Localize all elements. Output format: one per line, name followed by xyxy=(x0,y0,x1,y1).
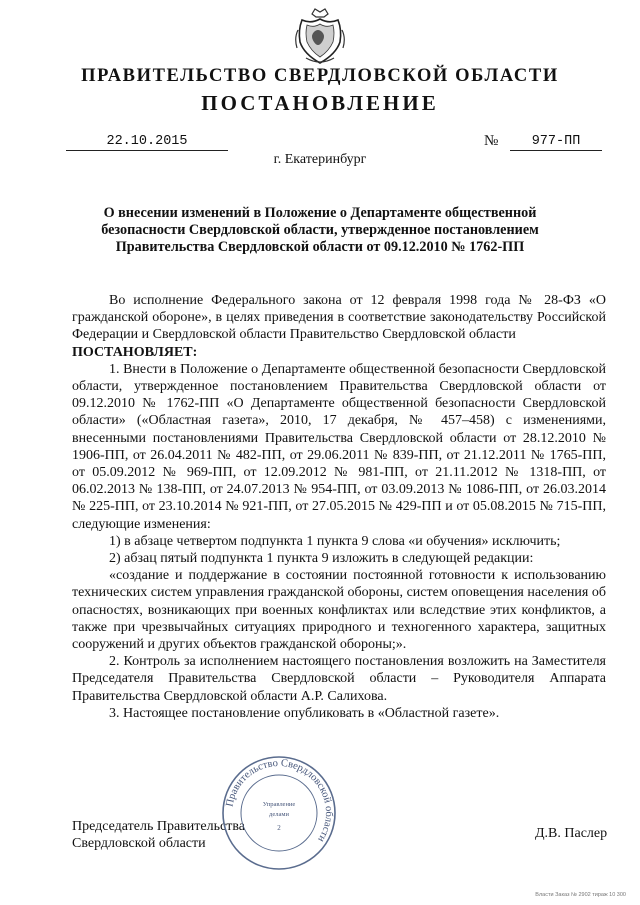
document-number: 977-ПП xyxy=(510,134,602,151)
item-1-1-paragraph: 1) в абзаце четвертом подпункта 1 пункта 9 слова «и обучения» исключить; xyxy=(109,533,561,549)
decree-word: ПОСТАНОВЛЯЕТ: xyxy=(72,344,198,360)
document-type: ПОСТАНОВЛЕНИЕ xyxy=(201,91,439,115)
official-stamp-icon xyxy=(220,754,338,872)
coat-of-arms-icon xyxy=(294,8,346,66)
document-date: 22.10.2015 xyxy=(66,134,228,151)
stamp-ring-text: Правительство Свердловской области xyxy=(224,757,335,844)
intro-paragraph: Во исполнение Федерального закона от 12 февраля 1998 года № 28-ФЗ «О гражданской обороне», в целях приведения в соответствие законодательству Российской Федерации и Свердловской области Правительство Свердловской области xyxy=(72,293,606,343)
print-code: Власти Заказ № 2902 тираж 10 300 xyxy=(535,892,626,898)
signatory-name: Д.В. Паслер xyxy=(535,826,608,841)
document-city: г. Екатеринбург xyxy=(273,152,367,167)
quote-paragraph: «создание и поддержание в состоянии постоянной готовности к использованию технических систем управления гражданской обороны, систем оповещения населения об опасностях, возникающих при военных конфликтах или вследствие этих конфликтов, а также при чрезвычайных ситуациях природного и техногенного характера, защитных сооружений и других объектов гражданской обороны;». xyxy=(72,568,606,653)
stamp-center-number: 2 xyxy=(277,824,281,832)
signatory-title-line-2: Свердловской области xyxy=(72,836,206,852)
item-2-paragraph: 2. Контроль за исполнением настоящего постановления возложить на Заместителя Председателя Правительства Свердловской области – Руководителя Аппарата Правительства Свердловской области А.Р. Салихова. xyxy=(72,654,606,704)
document-subject: О внесении изменений в Положение о Департаменте общественной безопасности Свердловской области, утвержденное постановлением Правительства Свердловской области от 09.12.2010 № 1762-ПП xyxy=(101,205,539,255)
item-1-paragraph: 1. Внести в Положение о Департаменте общественной безопасности Свердловской области, утвержденное постановлением Правительства Свердловской области от 09.12.2010 № 1762-ПП «О Департаменте общественной безопасности Свердловской области» («Областная газета», 2010, 17 декабря, № 457–458) с изменениями, внесенными постановлениями Правительства Свердловской области от 28.12.2010 № 1906-ПП, от 26.04.2011 № 482-ПП, от 29.06.2011 № 839-ПП, от 21.12.2011 № 1765-ПП, от 05.09.2012 № 969-ПП, от 12.09.2012 № 981-ПП, от 21.11.2012 № 1318-ПП, от 06.02.2013 № 138-ПП, от 24.07.2013 № 954-ПП, от 03.09.2013 № 1086-ПП, от 26.03.2014 № 225-ПП, от 23.10.2014 № 921-ПП, от 27.05.2015 № 429-ПП и от 05.08.2015 № 715-ПП, следующие изменения: xyxy=(72,361,606,532)
organization-title: ПРАВИТЕЛЬСТВО СВЕРДЛОВСКОЙ ОБЛАСТИ xyxy=(81,66,559,86)
document-body xyxy=(72,292,606,722)
item-3-paragraph: 3. Настоящее постановление опубликовать в «Областной газете». xyxy=(109,705,500,721)
signatory-title-line-1: Председатель Правительства xyxy=(72,819,245,834)
item-1-2-paragraph: 2) абзац пятый подпункта 1 пункта 9 изложить в следующей редакции: xyxy=(109,551,534,567)
stamp-center-line-1: Управление xyxy=(262,801,296,808)
number-sign: № xyxy=(484,133,499,149)
stamp-center-line-2: делами xyxy=(269,811,289,818)
